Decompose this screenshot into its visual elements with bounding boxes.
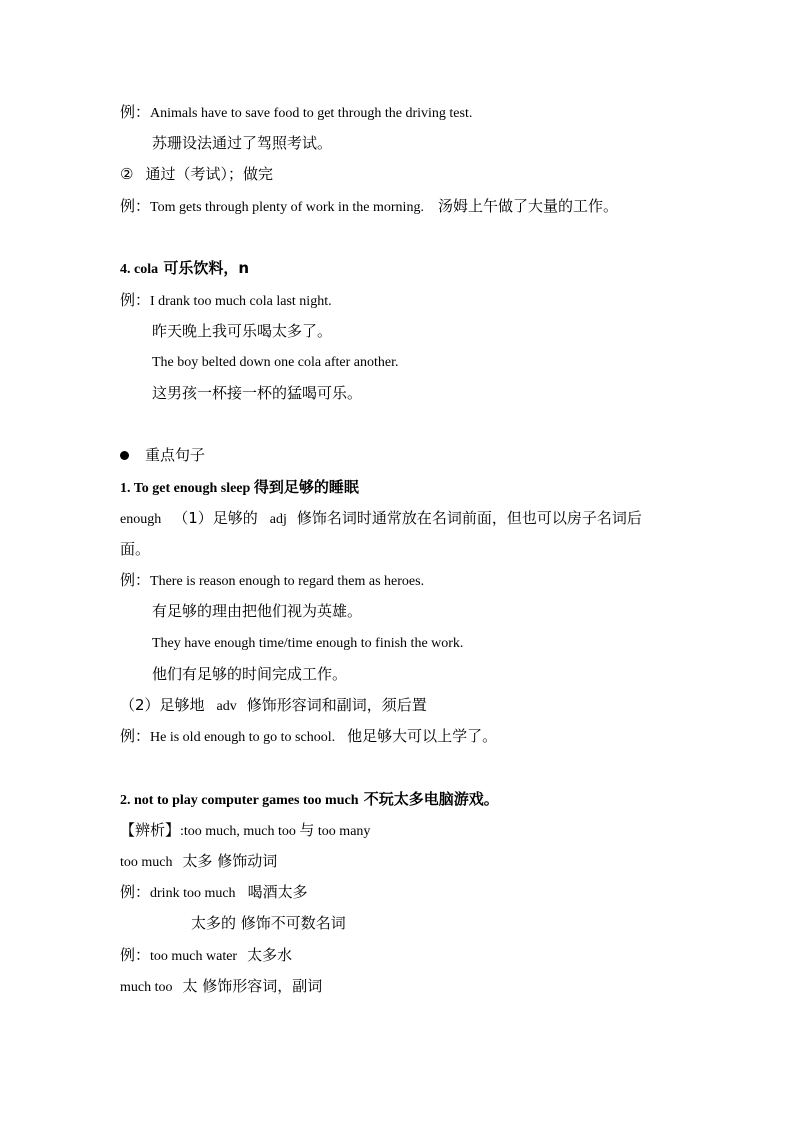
comparison-connector: 与 xyxy=(299,821,315,839)
example-english: They have enough time/time enough to finish the work. xyxy=(152,636,464,651)
chinese-translation: 这男孩一杯接一杯的猛喝可乐。 xyxy=(152,384,363,402)
example-line-5 xyxy=(120,570,424,592)
example-prefix: 例： xyxy=(120,197,151,215)
sentence-heading-2 xyxy=(120,789,499,811)
key-sentences-heading xyxy=(120,445,205,466)
usage-note: 面。 xyxy=(120,540,151,558)
comparison-terms: too many xyxy=(314,824,371,839)
term-english: much too xyxy=(120,980,173,995)
example-prefix: 例： xyxy=(120,883,151,901)
translation-line-3 xyxy=(152,321,332,342)
term-english: enough xyxy=(120,512,162,527)
comparison-terms: :too much, much too xyxy=(180,824,300,839)
chinese-translation: 昨天晚上我可乐喝太多了。 xyxy=(152,322,333,340)
term-definition: 太多 修饰动词 xyxy=(182,852,278,870)
term-definition: 太 修饰形容词，副词 xyxy=(182,977,323,995)
example-prefix: 例： xyxy=(120,571,151,589)
chinese-translation: 喝酒太多 xyxy=(247,883,308,901)
section-title: 重点句子 xyxy=(145,446,206,464)
translation-line-4 xyxy=(152,383,362,404)
example-english: The boy belted down one cola after another. xyxy=(152,355,399,370)
part-of-speech: adv xyxy=(216,699,237,714)
much-too-definition xyxy=(120,976,322,998)
example-line-2 xyxy=(120,196,618,218)
chinese-translation: 他足够大可以上学了。 xyxy=(347,727,498,745)
example-english: Tom gets through plenty of work in the morning. xyxy=(150,200,424,215)
example-line-6 xyxy=(152,633,463,654)
heading-english: 1. To get enough sleep xyxy=(120,481,254,496)
example-line-4 xyxy=(152,352,398,373)
usage-number: （1）足够的 xyxy=(173,509,258,527)
example-prefix: 例： xyxy=(120,727,151,745)
example-english: He is old enough to go to school. xyxy=(150,730,336,745)
translation-line-6 xyxy=(152,664,347,685)
example-english: There is reason enough to regard them as heroes. xyxy=(150,574,425,589)
too-much-definition-2 xyxy=(191,913,346,934)
bullet-icon xyxy=(120,451,129,460)
example-english: drink too much xyxy=(150,886,236,901)
translation-line-5 xyxy=(152,601,362,622)
usage-note: 修饰名词时通常放在名词前面，但也可以房子名词后 xyxy=(296,509,642,527)
example-line-9 xyxy=(120,945,292,967)
example-english: I drank too much cola last night. xyxy=(150,294,332,309)
enough-usage-line xyxy=(120,508,642,530)
term-definition: 太多的 修饰不可数名词 xyxy=(191,914,346,932)
example-line-8 xyxy=(120,882,308,904)
term-english: too much xyxy=(120,855,173,870)
comparison-line xyxy=(120,820,370,842)
chinese-translation: 汤姆上午做了大量的工作。 xyxy=(437,197,618,215)
chinese-translation: 苏珊设法通过了驾照考试。 xyxy=(152,134,333,152)
heading-english: 2. not to play computer games too much xyxy=(120,793,359,808)
example-prefix: 例： xyxy=(120,103,151,121)
heading-english: 4. cola xyxy=(120,262,159,277)
chinese-translation: 他们有足够的时间完成工作。 xyxy=(152,665,348,683)
heading-chinese: 得到足够的睡眠 xyxy=(253,478,359,496)
example-line-1 xyxy=(120,102,472,124)
enough-usage-2-line xyxy=(120,695,427,717)
heading-chinese: 不玩太多电脑游戏。 xyxy=(358,790,499,808)
usage-note: 修饰形容词和副词，须后置 xyxy=(246,696,427,714)
sense-2-line xyxy=(120,164,273,185)
comparison-label: 【辨析】 xyxy=(120,821,181,839)
sense-definition: 通过（考试）；做完 xyxy=(145,165,273,183)
part-of-speech: adj xyxy=(269,512,287,527)
usage-number: （2）足够地 xyxy=(120,696,205,714)
example-line-7 xyxy=(120,726,497,748)
example-english: too much water xyxy=(150,949,238,964)
example-prefix: 例： xyxy=(120,946,151,964)
section-heading-cola xyxy=(120,258,249,280)
too-much-definition xyxy=(120,851,277,873)
chinese-translation: 有足够的理由把他们视为英雄。 xyxy=(152,602,363,620)
translation-line-1 xyxy=(152,133,332,154)
circled-number-2: ② xyxy=(120,165,134,183)
example-prefix: 例： xyxy=(120,291,151,309)
sentence-heading-1 xyxy=(120,477,359,499)
heading-chinese: 可乐饮料，n xyxy=(158,259,250,277)
example-english: Animals have to save food to get through the driving test. xyxy=(150,106,473,121)
example-line-3 xyxy=(120,290,332,312)
usage-continuation xyxy=(120,539,150,560)
chinese-translation: 太多水 xyxy=(247,946,293,964)
